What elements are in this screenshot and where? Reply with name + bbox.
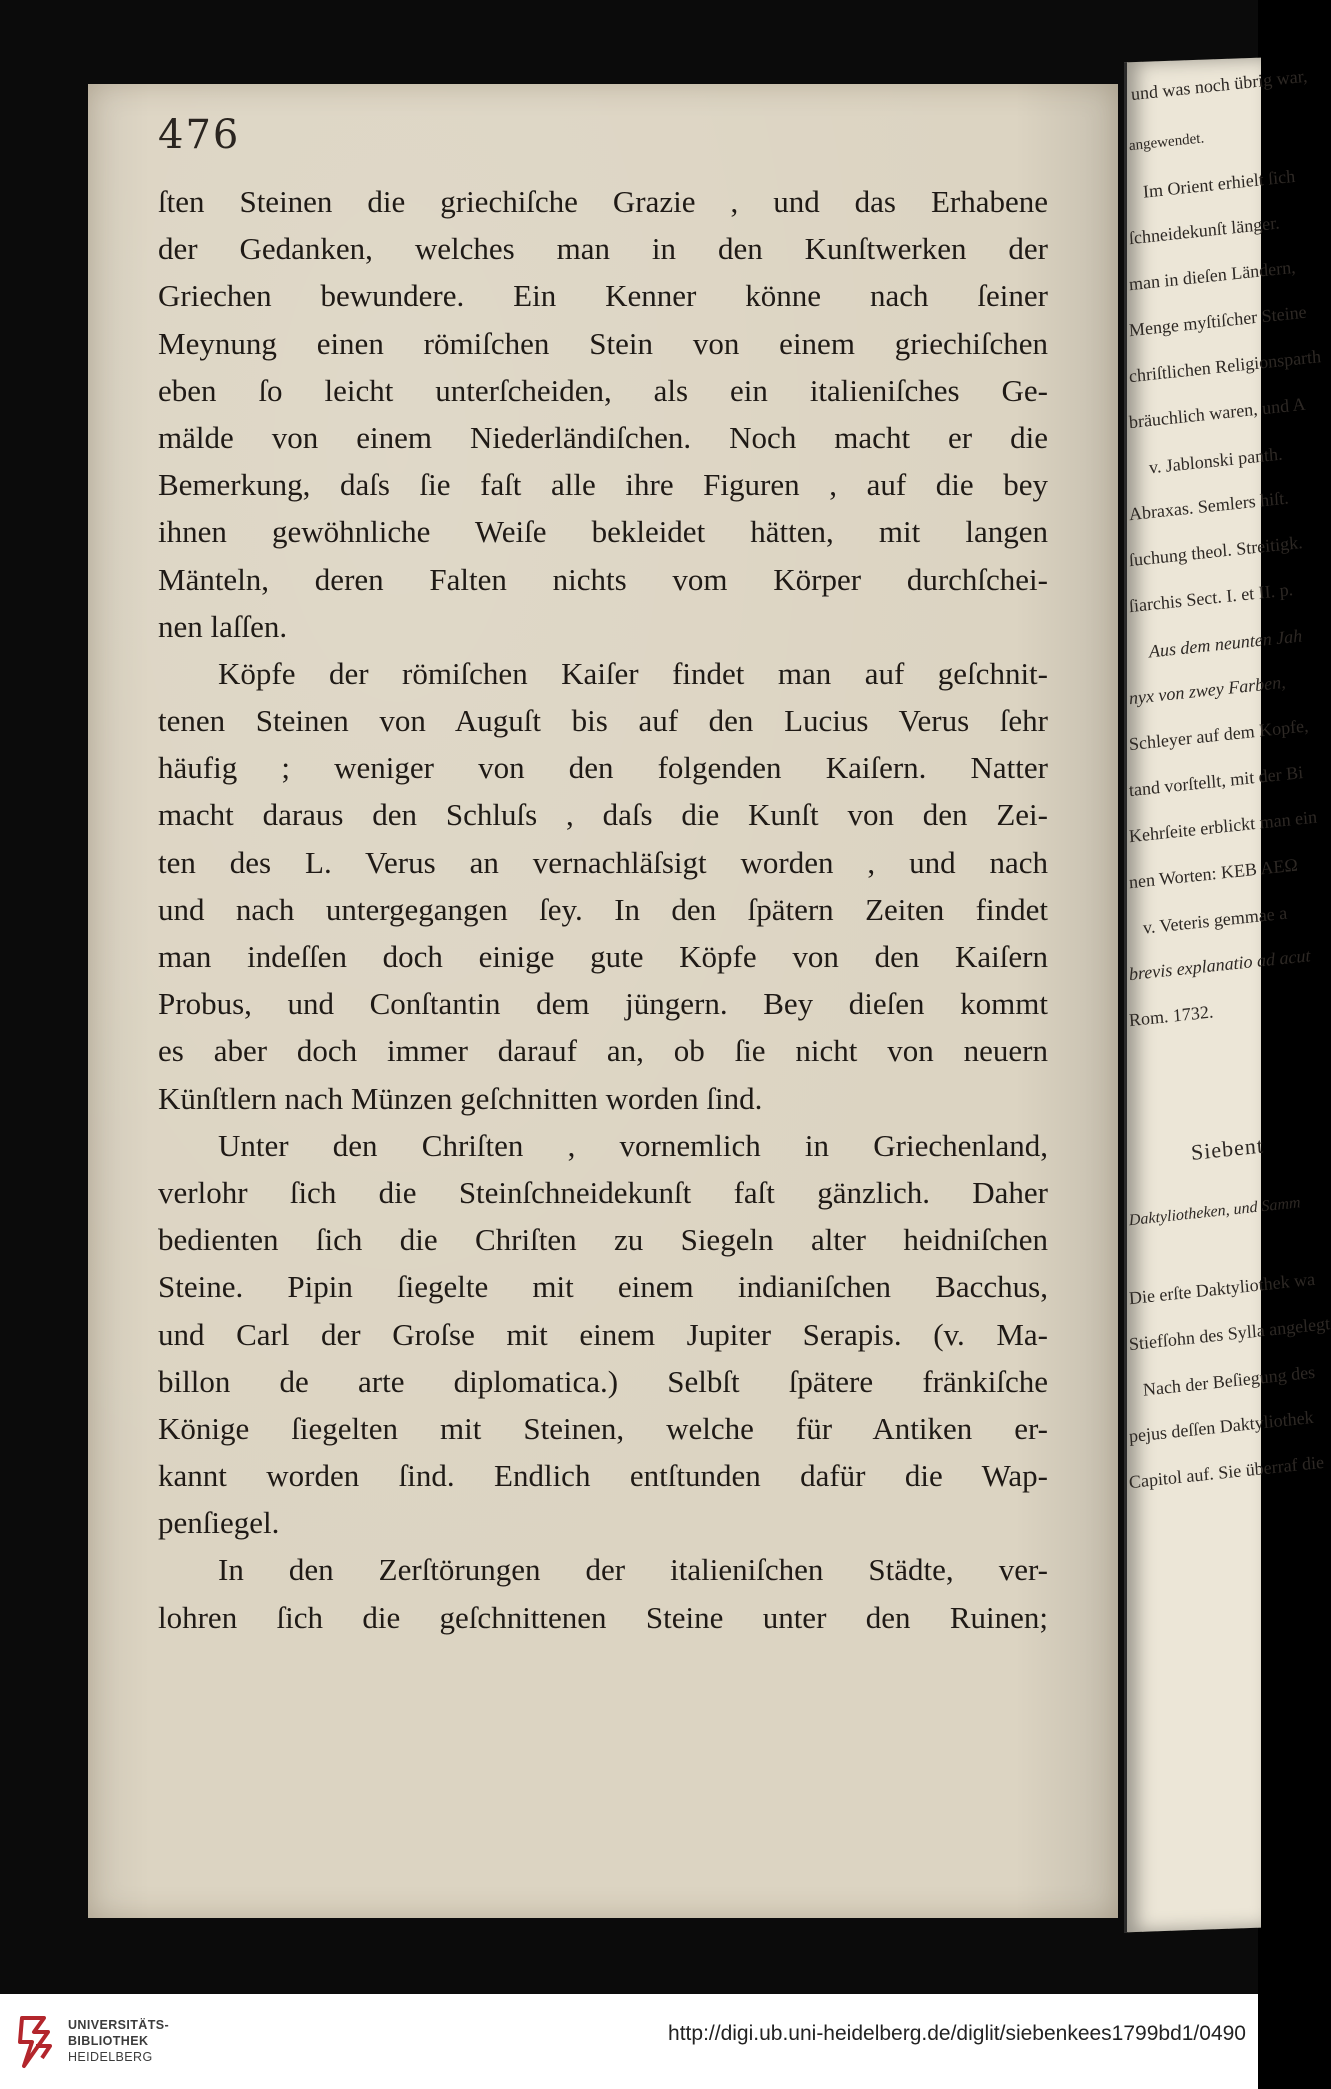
text-line: Griechen bewundere. Ein Kenner könne nach ſeiner — [158, 278, 1048, 314]
adjacent-page-edge — [1124, 58, 1331, 1933]
adjacent-line: v. Veteris gemmae a — [1142, 902, 1288, 938]
text-line: billon de arte diplomatica.) Selbſt ſpätere fränkiſche — [158, 1363, 1048, 1399]
text-line: macht daraus den Schluſs , daſs die Kunſt von den Zei- — [158, 797, 1048, 833]
text-line: lohren ſich die geſchnittenen Steine unter den Ruinen; — [158, 1599, 1048, 1635]
adjacent-line: Rom. 1732. — [1128, 1001, 1214, 1031]
adjacent-line: Nach der Beſiegung des — [1142, 1361, 1316, 1400]
logo-text-line: BIBLIOTHEK — [68, 2034, 149, 2048]
page-body-text — [158, 178, 1048, 1641]
adjacent-line: Kehrſeite erblickt man ein — [1128, 806, 1318, 847]
text-line: kannt worden ſind. Endlich entſtunden dafür die Wap- — [158, 1458, 1048, 1494]
adjacent-line: Im Orient erhielt ſich — [1142, 165, 1296, 202]
text-line: Meynung einen römiſchen Stein von einem griechiſchen — [158, 325, 1048, 361]
text-line: Probus, und Conſtantin dem jüngern. Bey dieſen kommt — [158, 986, 1048, 1022]
text-line: tenen Steinen von Auguſt bis auf den Lucius Verus ſehr — [158, 703, 1048, 739]
text-line: Unter den Chriſten , vornemlich in Griechenland, — [218, 1127, 1048, 1163]
adjacent-line: Daktyliotheken, und Samm — [1128, 1194, 1302, 1230]
text-line: Künſtlern nach Münzen geſchnitten worden ſind. — [158, 1080, 763, 1116]
logo-text-line: HEIDELBERG — [68, 2050, 153, 2064]
adjacent-line: Stiefſohn des Sylla angelegt — [1128, 1313, 1331, 1355]
viewer-footer — [0, 1994, 1258, 2089]
adjacent-line: Schleyer auf dem Kopfe, — [1128, 715, 1310, 755]
text-line: häufig ; weniger von den folgenden Kaiſern. Natter — [158, 750, 1048, 786]
adjacent-line: bräuchlich waren, und A — [1128, 393, 1307, 433]
text-line: Steine. Pipin ſiegelte mit einem indianiſchen Bacchus, — [158, 1269, 1048, 1305]
adjacent-line: Die erſte Daktyliothek wa — [1128, 1268, 1316, 1309]
library-logo-icon — [14, 2012, 58, 2072]
adjacent-heading: Siebent — [1190, 1132, 1265, 1165]
adjacent-line: pejus deſſen Daktyliothek — [1128, 1406, 1315, 1447]
adjacent-line: tand vorſtellt, mit der Bi — [1128, 762, 1304, 801]
text-line: Könige ſiegelten mit Steinen, welche für Antiken er- — [158, 1410, 1048, 1446]
adjacent-line: Capitol auf. Sie überraf die — [1128, 1451, 1325, 1493]
text-line: mälde von einem Niederländiſchen. Noch macht er die — [158, 419, 1048, 455]
adjacent-line: brevis explanatio ad acut — [1128, 945, 1312, 985]
adjacent-line: ſuchung theol. Streitigk. — [1128, 532, 1304, 571]
page-number: 476 — [158, 112, 241, 158]
text-line: nen laſſen. — [158, 608, 288, 644]
adjacent-line: nen Worten: ΚΕΒ ΑΕΩ — [1128, 854, 1299, 893]
text-line: Mänteln, deren Falten nichts vom Körper durchſchei- — [158, 561, 1048, 597]
adjacent-line: ſiarchis Sect. I. et II. p. — [1128, 579, 1294, 617]
text-line: ihnen gewöhnliche Weiſe bekleidet hätten, mit langen — [158, 514, 1048, 550]
adjacent-line: chriſtlichen Religionsparth — [1128, 346, 1322, 387]
text-line: In den Zerſtörungen der italieniſchen Städte, ver- — [218, 1552, 1048, 1588]
adjacent-line: und was noch übrig war, — [1130, 65, 1308, 105]
adjacent-line: ſchneidekunſt länger. — [1128, 212, 1281, 249]
text-line: bedienten ſich die Chriſten zu Siegeln alter heidniſchen — [158, 1222, 1048, 1258]
text-line: Köpfe der römiſchen Kaiſer findet man auf geſchnit- — [218, 655, 1048, 691]
adjacent-line: Aus dem neunten Jah — [1148, 625, 1303, 662]
adjacent-line: angewendet. — [1128, 130, 1205, 155]
text-line: es aber doch immer darauf an, ob ſie nicht von neuern — [158, 1033, 1048, 1069]
text-line: man indeſſen doch einige gute Köpfe von den Kaiſern — [158, 939, 1048, 974]
adjacent-line: Menge myſtiſcher Steine — [1128, 301, 1308, 341]
text-line: ſten Steinen die griechiſche Grazie , und das Erhabene — [158, 184, 1048, 219]
adjacent-line: man in dieſen Ländern, — [1128, 256, 1297, 295]
text-line: penſiegel. — [158, 1505, 280, 1541]
adjacent-line: Abraxas. Semlers hiſt. — [1128, 487, 1290, 525]
text-line: verlohr ſich die Steinſchneidekunſt faſt gänzlich. Daher — [158, 1174, 1048, 1210]
text-line: Bemerkung, daſs ſie faſt alle ihre Figuren , auf die bey — [158, 467, 1048, 503]
text-line: und nach untergegangen ſey. In den ſpätern Zeiten findet — [158, 891, 1048, 927]
text-line: eben ſo leicht unterſcheiden, als ein italieniſches Ge- — [158, 372, 1048, 408]
adjacent-line: v. Jablonski panth. — [1148, 443, 1284, 478]
text-line: ten des L. Verus an vernachläſsigt worden , und nach — [158, 844, 1048, 880]
text-line: der Gedanken, welches man in den Kunſtwerken der — [158, 231, 1048, 267]
permalink-url[interactable]: http://digi.ub.uni-heidelberg.de/diglit/siebenkees1799bd1/0490 — [668, 2022, 1246, 2045]
text-line: und Carl der Groſse mit einem Jupiter Serapis. (v. Ma- — [158, 1316, 1048, 1352]
adjacent-line: nyx von zwey Farben, — [1128, 671, 1287, 709]
logo-text-line: UNIVERSITÄTS- — [68, 2018, 170, 2032]
